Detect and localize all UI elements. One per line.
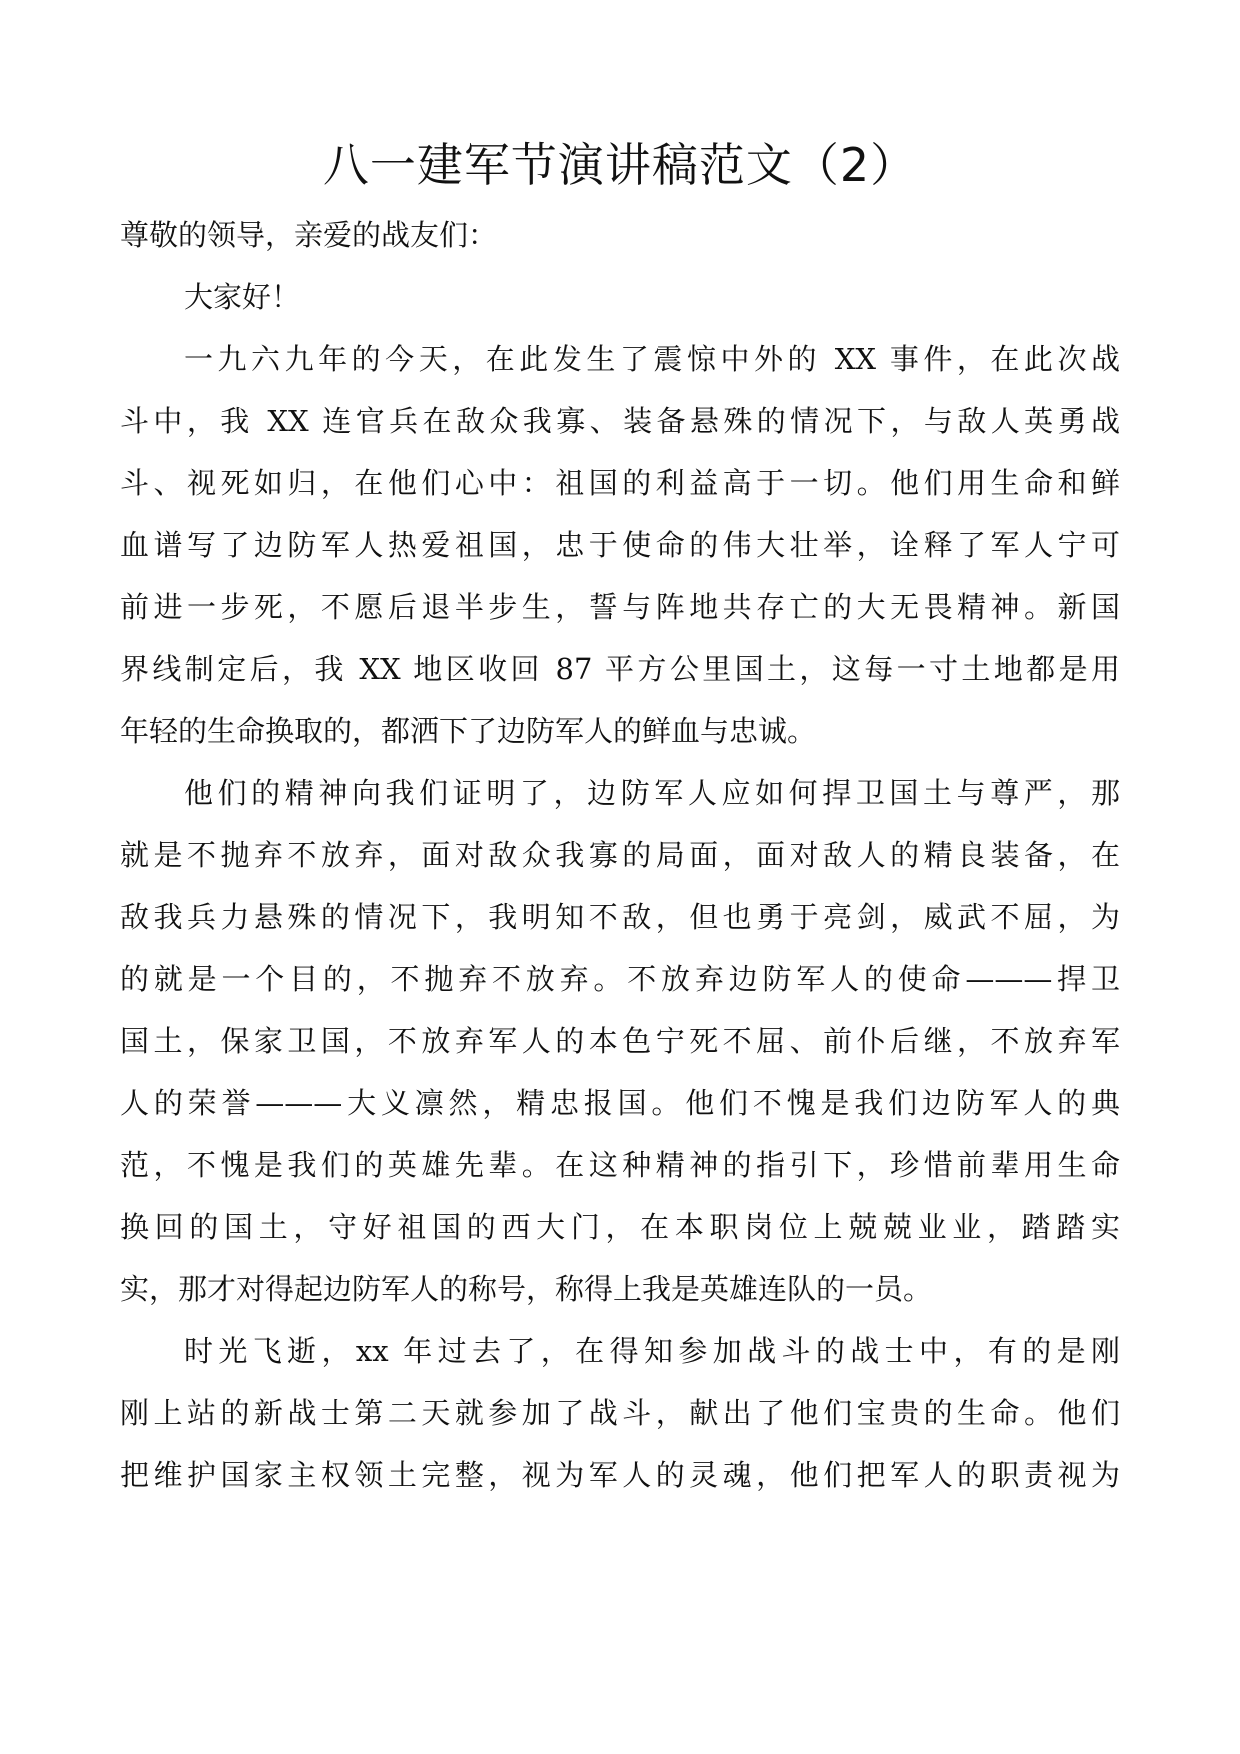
paragraph-line: 时光飞逝，xx 年过去了，在得知参加战斗的战士中，有的是刚 <box>184 1334 1120 1368</box>
paragraph-line: 就是不抛弃不放弃，面对敌众我寡的局面，面对敌人的精良装备，在 <box>120 838 1120 872</box>
paragraph-3 <box>120 1320 1120 1506</box>
paragraph-line: 换回的国土，守好祖国的西大门，在本职岗位上兢兢业业，踏踏实 <box>120 1210 1120 1244</box>
paragraph-line: 把维护国家主权领土完整，视为军人的灵魂，他们把军人的职责视为 <box>120 1458 1120 1492</box>
paragraph-line: 他们的精神向我们证明了，边防军人应如何捍卫国土与尊严，那 <box>184 776 1120 810</box>
paragraph-line: 敌我兵力悬殊的情况下，我明知不敌，但也勇于亮剑，威武不屈，为 <box>120 900 1120 934</box>
paragraph-line: 斗中，我 XX 连官兵在敌众我寡、装备悬殊的情况下，与敌人英勇战 <box>120 404 1120 438</box>
paragraph-line: 血谱写了边防军人热爱祖国，忠于使命的伟大壮举，诠释了军人宁可 <box>120 528 1120 562</box>
salutation: 尊敬的领导，亲爱的战友们： <box>120 218 498 252</box>
greeting: 大家好！ <box>184 280 301 314</box>
paragraph-line: 前进一步死，不愿后退半步生，誓与阵地共存亡的大无畏精神。新国 <box>120 590 1120 624</box>
paragraph-line: 界线制定后，我 XX 地区收回 87 平方公里国土，这每一寸土地都是用 <box>120 652 1120 686</box>
paragraph-line: 国土，保家卫国，不放弃军人的本色宁死不屈、前仆后继，不放弃军 <box>120 1024 1120 1058</box>
paragraph-line: 刚上站的新战士第二天就参加了战斗，献出了他们宝贵的生命。他们 <box>120 1396 1120 1430</box>
page-title: 八一建军节演讲稿范文（2） <box>322 138 918 192</box>
paragraph-line: 斗、视死如归，在他们心中：祖国的利益高于一切。他们用生命和鲜 <box>120 466 1120 500</box>
document-body <box>120 204 1120 1506</box>
paragraph-2 <box>120 762 1120 1320</box>
paragraph-line: 人的荣誉———大义凛然，精忠报国。他们不愧是我们边防军人的典 <box>120 1086 1120 1120</box>
paragraph-line: 范，不愧是我们的英雄先辈。在这种精神的指引下，珍惜前辈用生命 <box>120 1148 1120 1182</box>
paragraph-line: 实，那才对得起边防军人的称号，称得上我是英雄连队的一员。 <box>120 1272 933 1306</box>
paragraph-line: 一九六九年的今天，在此发生了震惊中外的 XX 事件，在此次战 <box>184 342 1120 376</box>
paragraph-line: 年轻的生命换取的，都洒下了边防军人的鲜血与忠诚。 <box>120 714 817 748</box>
paragraph-line: 的就是一个目的，不抛弃不放弃。不放弃边防军人的使命———捍卫 <box>120 962 1120 996</box>
paragraph-1 <box>120 328 1120 762</box>
